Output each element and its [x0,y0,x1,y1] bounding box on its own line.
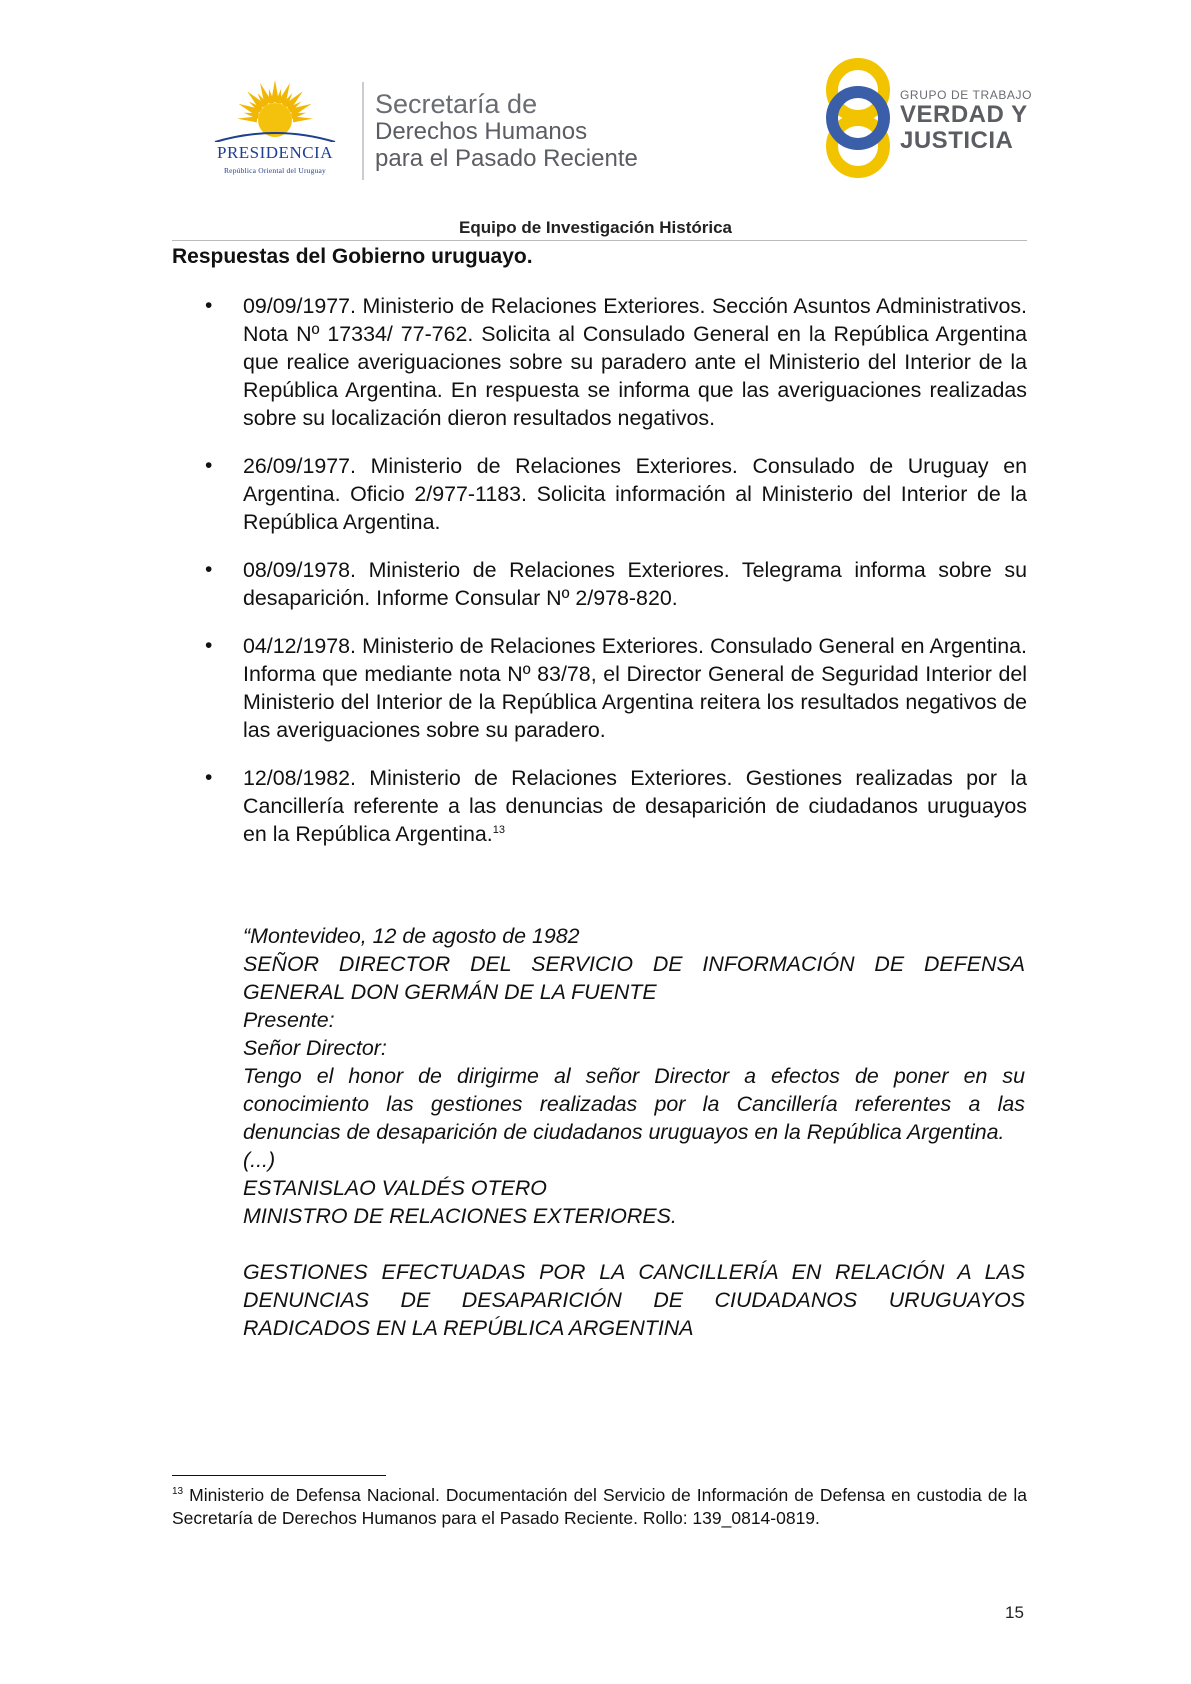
list-item-text: 09/09/1977. Ministerio de Relaciones Exteriores. Sección Asuntos Administrativos. Nota Nº 17334/ 77-762. Solicita al Consulado General en la República Argentina que realice averiguaciones sobre su paradero ante el Ministerio del Interior de la República Argentina. En respuesta se informa que las averiguaciones realizadas sobre su localización dieron resultados negativos. [243,294,1027,430]
presidencia-subtitle: República Oriental del Uruguay [223,166,326,175]
verdad-justicia-logo-icon [818,56,898,180]
gestiones-title: GESTIONES EFECTUADAS POR LA CANCILLERÍA EN RELACIÓN A LAS DENUNCIAS DE DESAPARICIÓN DE CIUDADANOS URUGUAYOS RADICADOS EN LA REPÚBLICA ARGENTINA [243,1260,1025,1340]
list-item [205,452,1027,536]
presidencia-logo [195,78,355,188]
running-header: Equipo de Investigación Histórica [459,218,732,237]
letter-signer-title: MINISTRO DE RELACIONES EXTERIORES. [243,1204,677,1228]
letter-salutation: Señor Director: [243,1036,387,1060]
list-item [205,556,1027,612]
bullet-icon: • [205,558,213,581]
page-number: 15 [1005,1603,1024,1622]
verdad-y-label: VERDAD Y [900,101,1028,128]
justicia-label: JUSTICIA [900,127,1014,154]
quoted-letter [243,922,1025,1342]
list-item [205,764,1027,848]
letter-addressee: SEÑOR DIRECTOR DEL SERVICIO DE INFORMACIÓN DE DEFENSA GENERAL DON GERMÁN DE LA FUENTE [243,952,1025,1004]
secretaria-logo-text [375,90,638,172]
letter-gap [243,1230,1025,1258]
list-item [205,292,1027,432]
presidencia-name: PRESIDENCIA [216,143,333,162]
verdad-justicia-text [900,88,1032,154]
letter-ellipsis: (...) [243,1148,276,1172]
footnote-text: Ministerio de Defensa Nacional. Documentación del Servicio de Información de Defensa en custodia de la Secretaría de Derechos Humanos para el Pasado Reciente. Rollo: 139_0814-0819. [172,1485,1027,1528]
bullet-icon: • [205,634,213,657]
header-rule [172,240,1027,241]
footnote [172,1484,1027,1530]
logo-divider [362,82,364,180]
bullet-icon: • [205,454,213,477]
responses-list [205,292,1027,868]
secretaria-line-1: Secretaría de [375,89,538,119]
letter-body: Tengo el honor de dirigirme al señor Director a efectos de poner en su conocimiento las gestiones realizadas por la Cancillería referentes a las denuncias de desaparición de ciudadanos uruguayos en la República Argentina. [243,1064,1025,1144]
section-title: Respuestas del Gobierno uruguayo. [172,245,533,268]
letter-place-date: “Montevideo, 12 de agosto de 1982 [243,924,580,948]
sun-of-may-icon [195,78,355,148]
footnote-reference[interactable]: 13 [492,823,505,836]
footnote-rule [172,1475,386,1476]
bullet-icon: • [205,766,213,789]
list-item-text: 12/08/1982. Ministerio de Relaciones Exteriores. Gestiones realizadas por la Cancillería referente a las denuncias de desaparición de ciudadanos uruguayos en la República Argentina. [243,766,1027,846]
letter-signer: ESTANISLAO VALDÉS OTERO [243,1176,547,1200]
list-item-text: 04/12/1978. Ministerio de Relaciones Exteriores. Consulado General en Argentina. Informa que mediante nota Nº 83/78, el Director General de Seguridad Interior del Ministerio del Interior de la República Argentina reitera los resultados negativos de las averiguaciones sobre su paradero. [243,634,1027,742]
secretaria-line-2: Derechos Humanos [375,118,588,145]
secretaria-line-3: para el Pasado Reciente [375,145,638,172]
list-item [205,632,1027,744]
list-item-text: 26/09/1977. Ministerio de Relaciones Exteriores. Consulado de Uruguay en Argentina. Oficio 2/977-1183. Solicita información al Ministerio del Interior de la República Argentina. [243,454,1027,534]
list-item-text: 08/09/1978. Ministerio de Relaciones Exteriores. Telegrama informa sobre su desaparición. Informe Consular Nº 2/978-820. [243,558,1027,610]
footnote-number: 13 [172,1486,184,1498]
grupo-de-trabajo-label: GRUPO DE TRABAJO [900,88,1033,102]
bullet-icon: • [205,294,213,317]
letter-presente: Presente: [243,1008,335,1032]
